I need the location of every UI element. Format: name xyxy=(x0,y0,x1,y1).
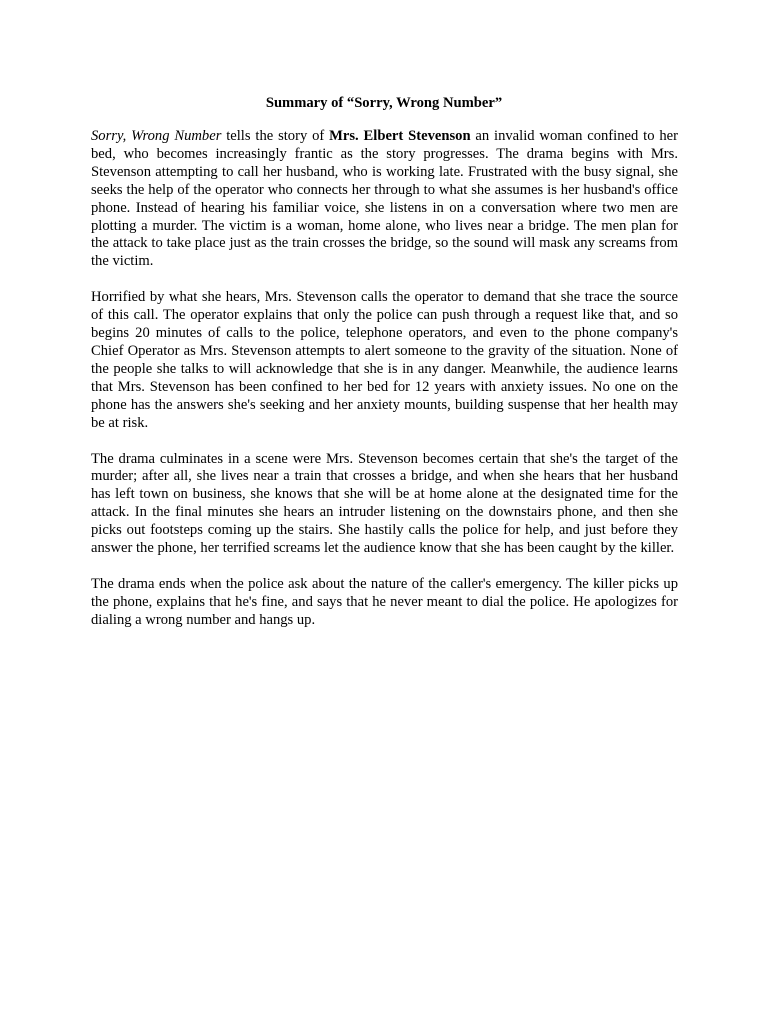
paragraph-3: The drama culminates in a scene were Mrs. Stevenson becomes certain that she's the target of the murder; after all, she lives near a train that crosses a bridge, and when she hears that her husband has left town on business, she knows that she will be at home alone at the designated time for the attack. In the final minutes she hears an intruder listening on the downstairs phone, and then she picks out footsteps coming up the stairs. She hastily calls the police for help, and just before they answer the phone, her terrified screams let the audience know that she has been caught by the killer. xyxy=(91,450,678,557)
story-title-italic: Sorry, Wrong Number xyxy=(91,128,222,144)
document-body xyxy=(91,128,678,648)
paragraph-1 xyxy=(91,128,678,271)
paragraph-2: Horrified by what she hears, Mrs. Stevenson calls the operator to demand that she trace the source of this call. The operator explains that only the police can push through a request like that, and so begins 20 minutes of calls to the police, telephone operators, and even to the phone company's Chief Operator as Mrs. Stevenson attempts to alert someone to the gravity of the situation. None of the people she talks to will acknowledge that she is in any danger. Meanwhile, the audience learns that Mrs. Stevenson has been confined to her bed for 12 years with anxiety issues. No one on the phone has the answers she's seeking and her anxiety mounts, building suspense that her health may be at risk. xyxy=(91,289,678,431)
paragraph-1-text: an invalid woman confined to her bed, who becomes increasingly frantic as the story progresses. The drama begins with Mrs. Stevenson attempting to call her husband, who is working late. Frustrated with the busy signal, she seeks the help of the operator who connects her through to what she assumes is her husband's office phone. Instead of hearing his familiar voice, she listens in on a conversation where two men are plotting a murder. The victim is a woman, home alone, who lives near a bridge. The men plan for the attack to take place just as the train crosses the bridge, so the sound will mask any screams from the victim. xyxy=(91,128,678,270)
paragraph-1-connector: tells the story of xyxy=(221,128,330,144)
character-name-bold: Mrs. Elbert Stevenson xyxy=(329,128,471,144)
document-title: Summary of “Sorry, Wrong Number” xyxy=(265,95,503,111)
paragraph-4: The drama ends when the police ask about the nature of the caller's emergency. The killer picks up the phone, explains that he's fine, and says that he never meant to dial the police. He apologizes for dialing a wrong number and hangs up. xyxy=(91,575,678,628)
